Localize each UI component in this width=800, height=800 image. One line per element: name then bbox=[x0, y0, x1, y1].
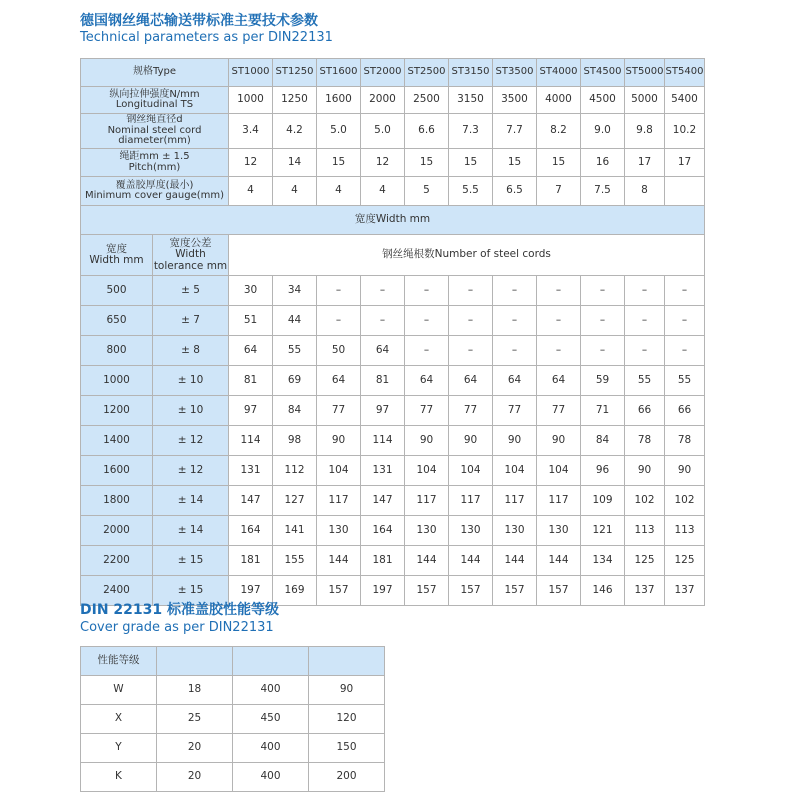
cord-count: – bbox=[449, 336, 493, 366]
cord-count: 64 bbox=[449, 366, 493, 396]
cord-count: – bbox=[405, 276, 449, 306]
cover-header: 性能等级 bbox=[81, 647, 157, 676]
cord-count: 147 bbox=[361, 486, 405, 516]
param-value: 5400 bbox=[665, 87, 705, 114]
table-row bbox=[81, 546, 705, 576]
cell-line-cn: 宽度公差 bbox=[169, 237, 212, 250]
cord-count: – bbox=[537, 306, 581, 336]
width-value: 650 bbox=[81, 306, 153, 336]
cord-count: 102 bbox=[625, 486, 665, 516]
param-label bbox=[81, 177, 229, 206]
cord-count: 144 bbox=[405, 546, 449, 576]
table-row bbox=[81, 456, 705, 486]
cord-count: 90 bbox=[405, 426, 449, 456]
cord-count: 90 bbox=[493, 426, 537, 456]
cord-count: 96 bbox=[581, 456, 625, 486]
cord-count: 164 bbox=[361, 516, 405, 546]
cord-count: 90 bbox=[449, 426, 493, 456]
cell-line-cn: 覆盖胶厚度(最小) bbox=[115, 179, 194, 191]
param-value: 7.7 bbox=[493, 114, 537, 149]
cord-count: 157 bbox=[537, 576, 581, 606]
width-value: 1400 bbox=[81, 426, 153, 456]
width-section-label: 宽度Width mm bbox=[81, 206, 705, 235]
cord-count: 77 bbox=[317, 396, 361, 426]
param-value: 7 bbox=[537, 177, 581, 206]
param-value: 15 bbox=[317, 149, 361, 177]
cord-count: 146 bbox=[581, 576, 625, 606]
cover-header bbox=[309, 647, 385, 676]
param-value: 2500 bbox=[405, 87, 449, 114]
cover-title-en: Cover grade as per DIN22131 bbox=[80, 620, 274, 635]
cover-value: 90 bbox=[309, 676, 385, 705]
tolerance-value: ± 8 bbox=[153, 336, 229, 366]
param-value: 6.5 bbox=[493, 177, 537, 206]
param-value: 3150 bbox=[449, 87, 493, 114]
cord-count: 130 bbox=[405, 516, 449, 546]
cord-count: – bbox=[449, 276, 493, 306]
cord-count: 77 bbox=[493, 396, 537, 426]
table-row bbox=[81, 114, 705, 149]
cord-count: – bbox=[581, 336, 625, 366]
cord-count: 134 bbox=[581, 546, 625, 576]
cover-value: 400 bbox=[233, 734, 309, 763]
cord-count: 104 bbox=[449, 456, 493, 486]
param-value: 15 bbox=[449, 149, 493, 177]
width-value: 2400 bbox=[81, 576, 153, 606]
type-header: ST1250 bbox=[273, 59, 317, 87]
cord-count: 125 bbox=[665, 546, 705, 576]
cover-header bbox=[233, 647, 309, 676]
cord-count: 84 bbox=[581, 426, 625, 456]
table-row bbox=[81, 366, 705, 396]
cord-count: 117 bbox=[537, 486, 581, 516]
tolerance-header bbox=[153, 235, 229, 276]
type-header: ST1600 bbox=[317, 59, 361, 87]
param-value: 1000 bbox=[229, 87, 273, 114]
cord-count: 130 bbox=[317, 516, 361, 546]
param-label bbox=[81, 114, 229, 149]
cord-count: 169 bbox=[273, 576, 317, 606]
cover-title-cn: DIN 22131 标准盖胶性能等级 bbox=[80, 602, 280, 618]
cord-count: 197 bbox=[361, 576, 405, 606]
table-row bbox=[81, 676, 385, 705]
cord-count: 102 bbox=[665, 486, 705, 516]
param-value: 12 bbox=[361, 149, 405, 177]
cover-grade: X bbox=[81, 705, 157, 734]
cover-value: 25 bbox=[157, 705, 233, 734]
param-value: 4.2 bbox=[273, 114, 317, 149]
cord-count: 64 bbox=[317, 366, 361, 396]
param-value: 1250 bbox=[273, 87, 317, 114]
cord-count: 104 bbox=[317, 456, 361, 486]
page-title-cn: 德国钢丝绳芯输送带标准主要技术参数 bbox=[80, 13, 318, 29]
cover-grade: K bbox=[81, 763, 157, 792]
type-label: 规格Type bbox=[81, 59, 229, 87]
table-row bbox=[81, 59, 705, 87]
width-value: 1800 bbox=[81, 486, 153, 516]
cord-count: 55 bbox=[665, 366, 705, 396]
param-value: 7.3 bbox=[449, 114, 493, 149]
cord-count: 157 bbox=[405, 576, 449, 606]
table-row bbox=[81, 87, 705, 114]
param-value: 4 bbox=[229, 177, 273, 206]
param-value: 9.0 bbox=[581, 114, 625, 149]
tolerance-value: ± 14 bbox=[153, 486, 229, 516]
param-value: 7.5 bbox=[581, 177, 625, 206]
param-value: 4000 bbox=[537, 87, 581, 114]
param-value: 5 bbox=[405, 177, 449, 206]
table-row bbox=[81, 235, 705, 276]
table-row bbox=[81, 426, 705, 456]
cord-count: 125 bbox=[625, 546, 665, 576]
cord-count: 104 bbox=[405, 456, 449, 486]
cord-count: – bbox=[317, 276, 361, 306]
cord-count: 104 bbox=[493, 456, 537, 486]
table-row bbox=[81, 149, 705, 177]
width-value: 2200 bbox=[81, 546, 153, 576]
table-row bbox=[81, 705, 385, 734]
cord-count: 90 bbox=[665, 456, 705, 486]
tolerance-value: ± 10 bbox=[153, 396, 229, 426]
cord-count: 113 bbox=[625, 516, 665, 546]
cover-grade: W bbox=[81, 676, 157, 705]
cord-count: 64 bbox=[405, 366, 449, 396]
cord-count: 137 bbox=[665, 576, 705, 606]
cell-line-en: Longitudinal TS bbox=[115, 99, 194, 110]
cover-header bbox=[157, 647, 233, 676]
tolerance-value: ± 5 bbox=[153, 276, 229, 306]
type-header: ST2000 bbox=[361, 59, 405, 87]
width-value: 1600 bbox=[81, 456, 153, 486]
cell-line-en: Minimum cover gauge(mm) bbox=[84, 190, 225, 201]
cord-count: 114 bbox=[361, 426, 405, 456]
table-row bbox=[81, 516, 705, 546]
table-row bbox=[81, 336, 705, 366]
cord-count: 90 bbox=[625, 456, 665, 486]
cover-value: 20 bbox=[157, 734, 233, 763]
cord-count: 141 bbox=[273, 516, 317, 546]
param-value: 4 bbox=[361, 177, 405, 206]
cell-line-en: Pitch(mm) bbox=[128, 161, 181, 173]
cord-count: 181 bbox=[229, 546, 273, 576]
table-row bbox=[81, 734, 385, 763]
cord-count: 112 bbox=[273, 456, 317, 486]
cover-value: 20 bbox=[157, 763, 233, 792]
cord-count: 66 bbox=[625, 396, 665, 426]
page-title-en: Technical parameters as per DIN22131 bbox=[80, 30, 333, 45]
cord-count: 197 bbox=[229, 576, 273, 606]
param-value: 9.8 bbox=[625, 114, 665, 149]
param-value bbox=[665, 177, 705, 206]
cover-grade: Y bbox=[81, 734, 157, 763]
cell-line-en: Width tolerance mm bbox=[153, 248, 228, 272]
cord-count: – bbox=[317, 306, 361, 336]
cord-count: 130 bbox=[449, 516, 493, 546]
type-header: ST3150 bbox=[449, 59, 493, 87]
table-row bbox=[81, 486, 705, 516]
cover-value: 400 bbox=[233, 676, 309, 705]
cord-count: 44 bbox=[273, 306, 317, 336]
cord-count: 64 bbox=[229, 336, 273, 366]
param-value: 10.2 bbox=[665, 114, 705, 149]
cord-count: 117 bbox=[405, 486, 449, 516]
param-value: 15 bbox=[493, 149, 537, 177]
cord-count: 104 bbox=[537, 456, 581, 486]
cover-value: 18 bbox=[157, 676, 233, 705]
cord-count: 131 bbox=[229, 456, 273, 486]
cord-count: 137 bbox=[625, 576, 665, 606]
param-label bbox=[81, 149, 229, 177]
param-value: 5.5 bbox=[449, 177, 493, 206]
cord-count: – bbox=[625, 336, 665, 366]
tolerance-value: ± 15 bbox=[153, 546, 229, 576]
cord-count: – bbox=[361, 276, 405, 306]
cord-count: 144 bbox=[537, 546, 581, 576]
cords-header: 钢丝绳根数Number of steel cords bbox=[229, 235, 705, 276]
cord-count: 34 bbox=[273, 276, 317, 306]
table-row bbox=[81, 647, 385, 676]
table-row bbox=[81, 276, 705, 306]
type-header: ST5400 bbox=[665, 59, 705, 87]
tolerance-value: ± 14 bbox=[153, 516, 229, 546]
cord-count: – bbox=[537, 276, 581, 306]
cord-count: – bbox=[493, 336, 537, 366]
cord-count: 144 bbox=[449, 546, 493, 576]
table-row bbox=[81, 177, 705, 206]
width-header bbox=[81, 235, 153, 276]
param-value: 15 bbox=[405, 149, 449, 177]
table-row bbox=[81, 396, 705, 426]
cord-count: 127 bbox=[273, 486, 317, 516]
cord-count: 130 bbox=[493, 516, 537, 546]
cord-count: 144 bbox=[317, 546, 361, 576]
cell-line-cn: 绳距mm ± 1.5 bbox=[119, 151, 190, 162]
cord-count: 157 bbox=[317, 576, 361, 606]
spec-table bbox=[80, 58, 705, 606]
param-value: 8.2 bbox=[537, 114, 581, 149]
cord-count: – bbox=[665, 336, 705, 366]
cord-count: 113 bbox=[665, 516, 705, 546]
param-value: 2000 bbox=[361, 87, 405, 114]
cord-count: 109 bbox=[581, 486, 625, 516]
cord-count: 130 bbox=[537, 516, 581, 546]
cord-count: – bbox=[537, 336, 581, 366]
tolerance-value: ± 7 bbox=[153, 306, 229, 336]
param-value: 17 bbox=[665, 149, 705, 177]
param-value: 1600 bbox=[317, 87, 361, 114]
cord-count: 64 bbox=[361, 336, 405, 366]
cord-count: – bbox=[665, 306, 705, 336]
cord-count: 77 bbox=[449, 396, 493, 426]
width-value: 800 bbox=[81, 336, 153, 366]
cord-count: 117 bbox=[317, 486, 361, 516]
cord-count: 157 bbox=[449, 576, 493, 606]
cell-line-cn: 宽度 bbox=[106, 242, 127, 255]
param-value: 4 bbox=[273, 177, 317, 206]
width-value: 500 bbox=[81, 276, 153, 306]
cord-count: 157 bbox=[493, 576, 537, 606]
type-header: ST4500 bbox=[581, 59, 625, 87]
param-value: 5.0 bbox=[361, 114, 405, 149]
param-value: 5000 bbox=[625, 87, 665, 114]
cord-count: 97 bbox=[361, 396, 405, 426]
param-value: 5.0 bbox=[317, 114, 361, 149]
cord-count: 81 bbox=[229, 366, 273, 396]
cord-count: 51 bbox=[229, 306, 273, 336]
cord-count: 131 bbox=[361, 456, 405, 486]
cover-value: 450 bbox=[233, 705, 309, 734]
cover-value: 150 bbox=[309, 734, 385, 763]
type-header: ST2500 bbox=[405, 59, 449, 87]
width-value: 2000 bbox=[81, 516, 153, 546]
cover-grade-table bbox=[80, 646, 385, 792]
cord-count: 78 bbox=[625, 426, 665, 456]
cord-count: 147 bbox=[229, 486, 273, 516]
tolerance-value: ± 10 bbox=[153, 366, 229, 396]
param-value: 3500 bbox=[493, 87, 537, 114]
cord-count: – bbox=[581, 276, 625, 306]
param-value: 14 bbox=[273, 149, 317, 177]
cell-line-cn: 钢丝绳直径d bbox=[126, 114, 183, 126]
cord-count: 55 bbox=[273, 336, 317, 366]
cord-count: 55 bbox=[625, 366, 665, 396]
cover-value: 400 bbox=[233, 763, 309, 792]
cord-count: 155 bbox=[273, 546, 317, 576]
param-value: 6.6 bbox=[405, 114, 449, 149]
cord-count: 164 bbox=[229, 516, 273, 546]
cord-count: – bbox=[625, 276, 665, 306]
cord-count: 117 bbox=[449, 486, 493, 516]
table-row bbox=[81, 763, 385, 792]
cord-count: 77 bbox=[537, 396, 581, 426]
width-value: 1200 bbox=[81, 396, 153, 426]
width-value: 1000 bbox=[81, 366, 153, 396]
type-header: ST1000 bbox=[229, 59, 273, 87]
cord-count: 66 bbox=[665, 396, 705, 426]
cord-count: 81 bbox=[361, 366, 405, 396]
tolerance-value: ± 15 bbox=[153, 576, 229, 606]
cord-count: 98 bbox=[273, 426, 317, 456]
param-value: 17 bbox=[625, 149, 665, 177]
cell-line-en: Width mm bbox=[89, 254, 144, 266]
cord-count: 90 bbox=[537, 426, 581, 456]
cover-value: 120 bbox=[309, 705, 385, 734]
table-row bbox=[81, 306, 705, 336]
cord-count: – bbox=[405, 306, 449, 336]
param-value: 8 bbox=[625, 177, 665, 206]
cord-count: 30 bbox=[229, 276, 273, 306]
cord-count: 144 bbox=[493, 546, 537, 576]
cord-count: 77 bbox=[405, 396, 449, 426]
param-value: 12 bbox=[229, 149, 273, 177]
cord-count: 117 bbox=[493, 486, 537, 516]
param-value: 3.4 bbox=[229, 114, 273, 149]
cord-count: 114 bbox=[229, 426, 273, 456]
cover-value: 200 bbox=[309, 763, 385, 792]
cord-count: 64 bbox=[537, 366, 581, 396]
cord-count: – bbox=[449, 306, 493, 336]
cord-count: – bbox=[625, 306, 665, 336]
table-row bbox=[81, 206, 705, 235]
cord-count: – bbox=[493, 276, 537, 306]
cord-count: 69 bbox=[273, 366, 317, 396]
cord-count: 78 bbox=[665, 426, 705, 456]
cord-count: 50 bbox=[317, 336, 361, 366]
param-value: 4 bbox=[317, 177, 361, 206]
type-header: ST4000 bbox=[537, 59, 581, 87]
cord-count: 97 bbox=[229, 396, 273, 426]
param-value: 15 bbox=[537, 149, 581, 177]
cord-count: 64 bbox=[493, 366, 537, 396]
tolerance-value: ± 12 bbox=[153, 456, 229, 486]
cell-line-en: Nominal steel cord diameter(mm) bbox=[107, 124, 202, 147]
cord-count: 90 bbox=[317, 426, 361, 456]
cell-line-cn: 纵向拉伸强度N/mm bbox=[109, 88, 200, 100]
type-header: ST5000 bbox=[625, 59, 665, 87]
cord-count: 84 bbox=[273, 396, 317, 426]
cord-count: – bbox=[493, 306, 537, 336]
cord-count: – bbox=[581, 306, 625, 336]
param-value: 16 bbox=[581, 149, 625, 177]
cord-count: 71 bbox=[581, 396, 625, 426]
type-header: ST3500 bbox=[493, 59, 537, 87]
cord-count: – bbox=[405, 336, 449, 366]
cord-count: – bbox=[665, 276, 705, 306]
param-value: 4500 bbox=[581, 87, 625, 114]
cord-count: – bbox=[361, 306, 405, 336]
param-label bbox=[81, 87, 229, 114]
cord-count: 59 bbox=[581, 366, 625, 396]
cord-count: 181 bbox=[361, 546, 405, 576]
cord-count: 121 bbox=[581, 516, 625, 546]
tolerance-value: ± 12 bbox=[153, 426, 229, 456]
